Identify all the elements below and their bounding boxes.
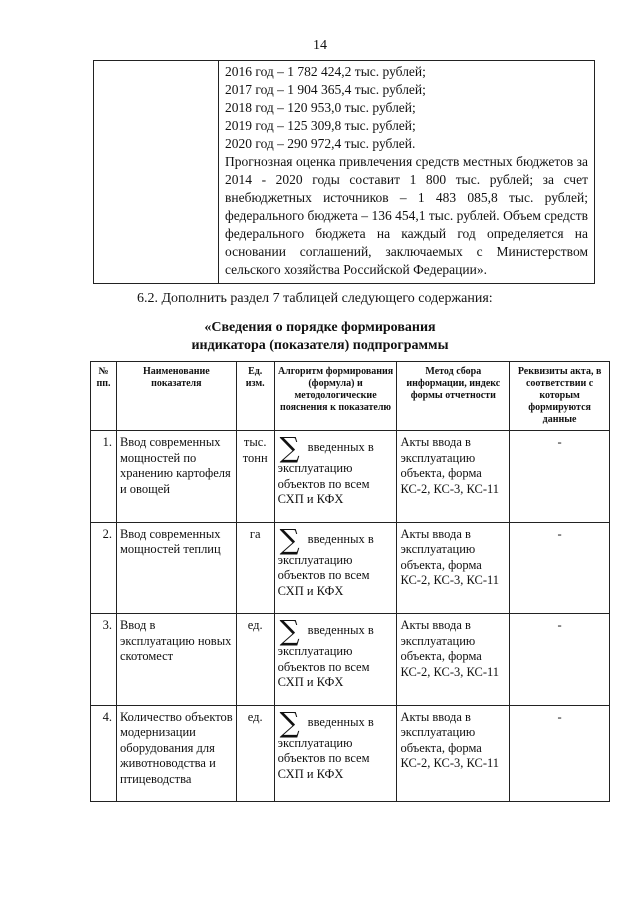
row-name: Ввод современных мощностей по хранению картофеля и овощей — [116, 431, 236, 523]
algorithm-rest: эксплуатацию объектов по всем СХП и КФХ — [277, 735, 370, 781]
row-method: Акты ввода в эксплуатацию объекта, форма КС-2, КС-3, КС-11 — [397, 431, 510, 523]
algorithm-first: введенных в — [307, 440, 374, 455]
algorithm-formula — [278, 431, 394, 464]
algorithm-first: введенных в — [307, 531, 374, 546]
algorithm-formula — [278, 705, 394, 739]
row-algorithm — [274, 614, 397, 706]
row-num: 3. — [91, 614, 117, 706]
row-algorithm — [274, 705, 397, 802]
sigma-icon: ∑ — [279, 614, 300, 647]
header-name: Наименование показателя — [116, 362, 236, 431]
row-method: Акты ввода в эксплуатацию объекта, форма КС-2, КС-3, КС-11 — [397, 614, 510, 706]
funding-year-line: 2017 год – 1 904 365,4 тыс. рублей; — [225, 82, 426, 97]
row-requisites: - — [510, 431, 610, 523]
sigma-icon: ∑ — [279, 522, 300, 556]
row-algorithm — [274, 431, 397, 523]
page-number: 14 — [313, 38, 327, 53]
section-heading — [0, 319, 640, 355]
funding-table — [93, 60, 595, 284]
header-method: Метод сбора информации, индекс формы отчетности — [397, 362, 510, 431]
funding-paragraph: Прогнозная оценка привлечения средств местных бюджетов за 2014 - 2020 годы составит 1 800 тыс. рублей; за счет внебюджетных источников – 1 483 085,8 тыс. рублей; федерального бюджета – 136 454,1 тыс. рублей. Объем средств федерального бюджета на каждый год определяется на основании соглашений, заключаемых с Министерством сельского хозяйства Российской Федерации». — [225, 154, 588, 277]
algorithm-rest: эксплуатацию объектов по всем СХП и КФХ — [277, 644, 370, 689]
table-row — [91, 522, 610, 614]
funding-empty-cell — [94, 61, 219, 284]
row-name: Ввод в эксплуатацию новых скотомест — [116, 614, 236, 706]
row-num: 2. — [91, 522, 117, 614]
table-row — [91, 614, 610, 706]
row-unit: ед. — [236, 614, 274, 706]
funding-year-line: 2020 год – 290 972,4 тыс. рублей. — [225, 136, 416, 151]
header-requisites: Реквизиты акта, в соответствии с которым формируются данные — [510, 362, 610, 431]
funding-text-cell — [219, 61, 595, 284]
row-num: 4. — [91, 705, 117, 802]
algorithm-first: введенных в — [307, 714, 374, 729]
funding-year-line: 2019 год – 125 309,8 тыс. рублей; — [225, 118, 416, 133]
row-unit: ед. — [236, 705, 274, 802]
header-algorithm: Алгоритм формирования (формула) и методологические пояснения к показателю — [274, 362, 397, 431]
heading-line-2: индикатора (показателя) подпрограммы — [191, 338, 449, 353]
table-row — [91, 705, 610, 802]
row-method: Акты ввода в эксплуатацию объекта, форма КС-2, КС-3, КС-11 — [397, 705, 510, 802]
heading-line-1: «Сведения о порядке формирования — [204, 320, 436, 335]
row-method: Акты ввода в эксплуатацию объекта, форма КС-2, КС-3, КС-11 — [397, 522, 510, 614]
row-name: Ввод современных мощностей теплиц — [116, 522, 236, 614]
table-header-row — [91, 362, 610, 431]
row-unit: га — [236, 522, 274, 614]
row-num: 1. — [91, 431, 117, 523]
sigma-icon: ∑ — [279, 705, 300, 739]
indicator-table — [90, 361, 610, 802]
funding-year-line: 2016 год – 1 782 424,2 тыс. рублей; — [225, 64, 426, 79]
table-row — [91, 431, 610, 523]
row-requisites: - — [510, 705, 610, 802]
algorithm-rest: эксплуатацию объектов по всем СХП и КФХ — [277, 552, 370, 598]
row-requisites: - — [510, 614, 610, 706]
algorithm-first: введенных в — [307, 623, 374, 638]
header-num: № пп. — [91, 362, 117, 431]
row-name: Количество объектов модернизации оборудования для животноводства и птицеводства — [116, 705, 236, 802]
row-requisites: - — [510, 522, 610, 614]
funding-year-line: 2018 год – 120 953,0 тыс. рублей; — [225, 100, 416, 115]
header-unit: Ед. изм. — [236, 362, 274, 431]
algorithm-rest: эксплуатацию объектов по всем СХП и КФХ — [277, 461, 370, 506]
sigma-icon: ∑ — [279, 431, 300, 464]
algorithm-formula — [278, 522, 394, 556]
funding-row — [94, 61, 595, 284]
algorithm-formula — [278, 614, 394, 647]
row-unit: тыс. тонн — [236, 431, 274, 523]
row-algorithm — [274, 522, 397, 614]
amendment-text: 6.2. Дополнить раздел 7 таблицей следующего содержания: — [137, 291, 493, 306]
